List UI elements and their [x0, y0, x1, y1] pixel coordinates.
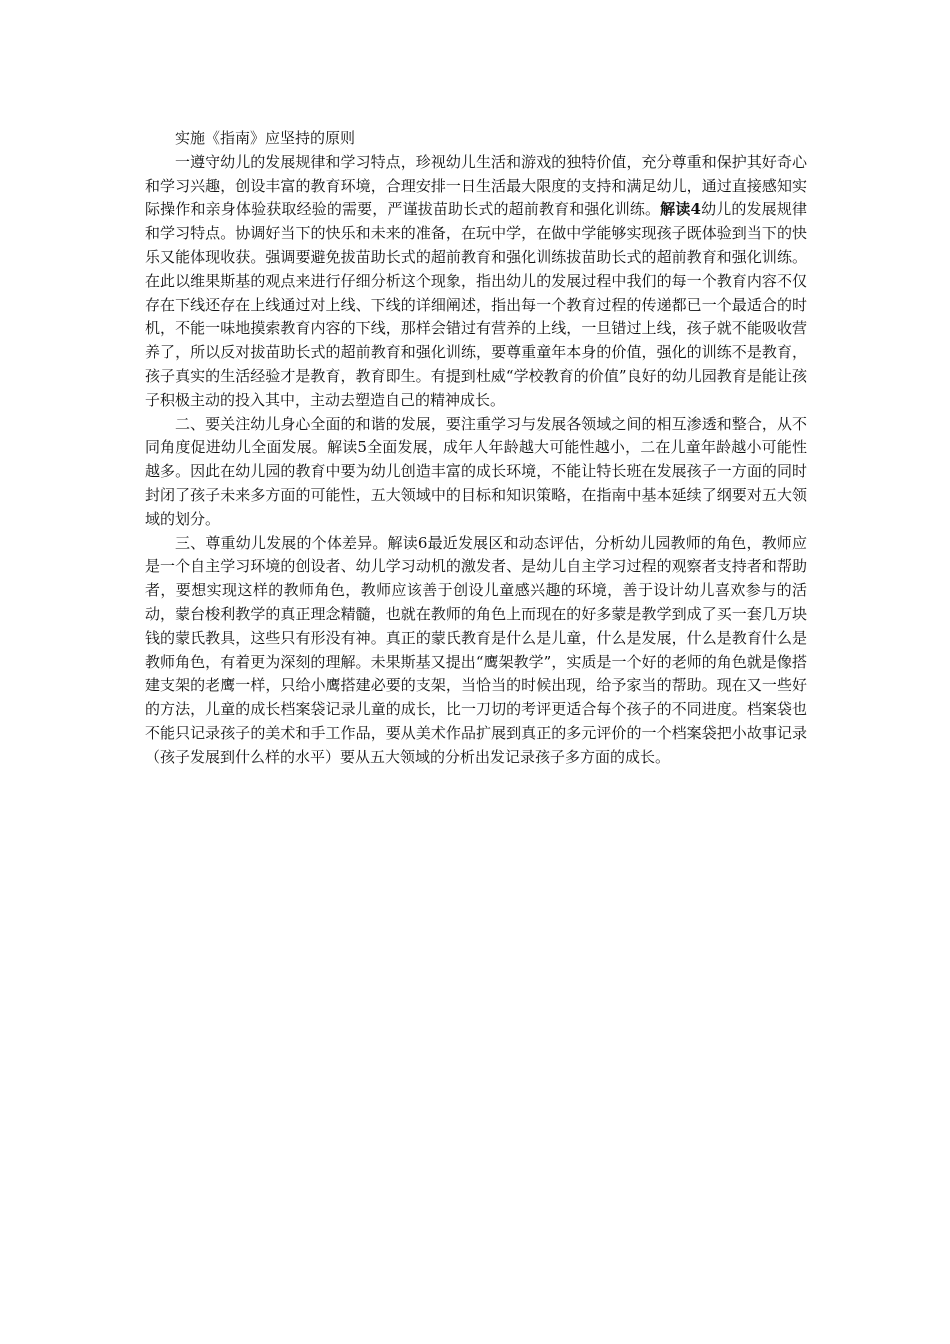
- paragraph-principle-2: 二、要关注幼儿身心全面的和谐的发展，要注重学习与发展各领域之间的相互渗透和整合，从不同角度促进幼儿全面发展。解读5全面发展，成年人年龄越大可能性越小，二在儿童年龄越小可能性越多。因此在幼儿园的教育中要为幼儿创造丰富的成长环境，不能让特长班在发展孩子一方面的同时封闭了孩子未来多方面的可能性，五大领域中的目标和知识策略，在指南中基本延续了纲要对五大领域的划分。: [145, 414, 807, 528]
- paragraph-principle-1: [145, 151, 807, 413]
- document-title: 实施《指南》应坚持的原则: [175, 129, 356, 147]
- paragraph-1-bold-label: 解读4: [660, 200, 701, 219]
- document-body: [145, 127, 807, 770]
- paragraph-1-text-before: 一遵守幼儿的发展规律和学习特点，珍视幼儿生活和游戏的独特价值，充分尊重和保护其好奇心和学习兴趣，创设丰富的教育环境，合理安排一日生活最大限度的支持和满足幼儿，通过直接感知实际操作和亲身体验获取经验的需要，严谨拔苗助长式的超前教育和强化训练。: [145, 152, 807, 219]
- paragraph-principle-3: 三、尊重幼儿发展的个体差异。解读6最近发展区和动态评估，分析幼儿园教师的角色，教师应是一个自主学习环境的创设者、幼儿学习动机的激发者、是幼儿自主学习过程的观察者支持者和帮助者，要想实现这样的教师角色，教师应该善于创设儿童感兴趣的环境，善于设计幼儿喜欢参与的活动，蒙台梭利教学的真正理念精髓，也就在教师的角色上而现在的好多蒙是教学到成了买一套几万块钱的蒙氏教具，这些只有形没有神。真正的蒙氏教育是什么是儿童，什么是发展，什么是教育什么是教师角色，有着更为深刻的理解。未果斯基又提出“鹰架教学”，实质是一个好的老师的角色就是像搭建支架的老鹰一样，只给小鹰搭建必要的支架，当恰当的时候出现，给予家当的帮助。现在又一些好的方法，儿童的成长档案袋记录儿童的成长，比一刀切的考评更适合每个孩子的不同进度。档案袋也不能只记录孩子的美术和手工作品，要从美术作品扩展到真正的多元评价的一个档案袋把小故事记录（孩子发展到什么样的水平）要从五大领域的分析出发记录孩子多方面的成长。: [145, 533, 807, 766]
- paragraph-1-text-after: 幼儿的发展规律和学习特点。协调好当下的快乐和未来的准备，在玩中学，在做中学能够实现孩子既体验到当下的快乐又能体现收获。强调要避免拔苗助长式的超前教育和强化训练拔苗助长式的超前教育和强化训练。在此以维果斯基的观点来进行仔细分析这个现象，指出幼儿的发展过程中我们的每一个教育内容不仅存在下线还存在上线通过对上线、下线的详细阐述，指出每一个教育过程的传递都已一个最适合的时机，不能一味地摸索教育内容的下线，那样会错过有营养的上线，一旦错过上线，孩子就不能吸收营养了，所以反对拔苗助长式的超前教育和强化训练，要尊重童年本身的价值，强化的训练不是教育，孩子真实的生活经验才是教育，教育即生。有提到杜威“学校教育的价值”良好的幼儿园教育是能让孩子积极主动的投入其中，主动去塑造自己的精神成长。: [145, 200, 807, 409]
